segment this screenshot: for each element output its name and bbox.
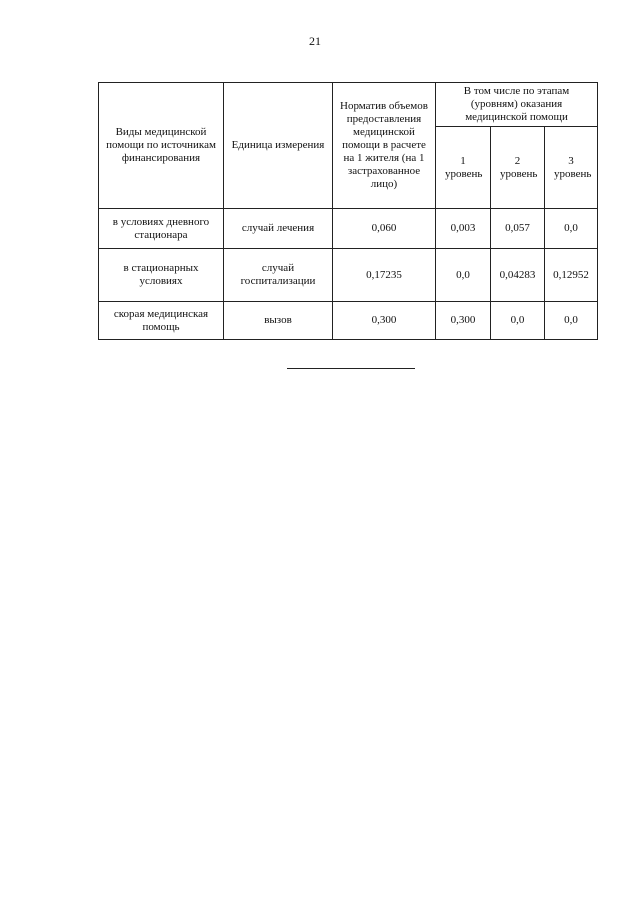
end-divider (287, 368, 415, 369)
row-level-1: 0,0 (436, 249, 491, 302)
header-unit: Единица измерения (224, 83, 333, 209)
header-type: Виды медицинской помощи по источникам финансирования (99, 83, 224, 209)
header-norm: Норматив объемов предоставления медицинской помощи в расчете на 1 жителя (на 1 застрахованное лицо) (333, 83, 436, 209)
table-row (99, 249, 598, 302)
header-level-1: 1 уровень (436, 127, 491, 209)
row-level-1: 0,300 (436, 302, 491, 340)
row-unit: случай госпитализации (224, 249, 333, 302)
row-level-3: 0,12952 (545, 249, 598, 302)
row-type: в условиях дневного стационара (99, 209, 224, 249)
header-levels-group: В том числе по этапам (уровням) оказания медицинской помощи (436, 83, 598, 127)
page-number: 21 (309, 34, 321, 48)
row-unit: вызов (224, 302, 333, 340)
row-level-3: 0,0 (545, 209, 598, 249)
row-level-2: 0,04283 (491, 249, 545, 302)
row-type: скорая медицинская помощь (99, 302, 224, 340)
header-level-2: 2 уровень (491, 127, 545, 209)
table-row (99, 302, 598, 340)
row-level-3: 0,0 (545, 302, 598, 340)
row-norm: 0,060 (333, 209, 436, 249)
norms-table (98, 82, 598, 340)
row-type: в стационарных условиях (99, 249, 224, 302)
row-norm: 0,17235 (333, 249, 436, 302)
row-level-1: 0,003 (436, 209, 491, 249)
row-level-2: 0,057 (491, 209, 545, 249)
row-unit: случай лечения (224, 209, 333, 249)
row-level-2: 0,0 (491, 302, 545, 340)
header-level-3: 3 уровень (545, 127, 598, 209)
row-norm: 0,300 (333, 302, 436, 340)
table-row (99, 209, 598, 249)
